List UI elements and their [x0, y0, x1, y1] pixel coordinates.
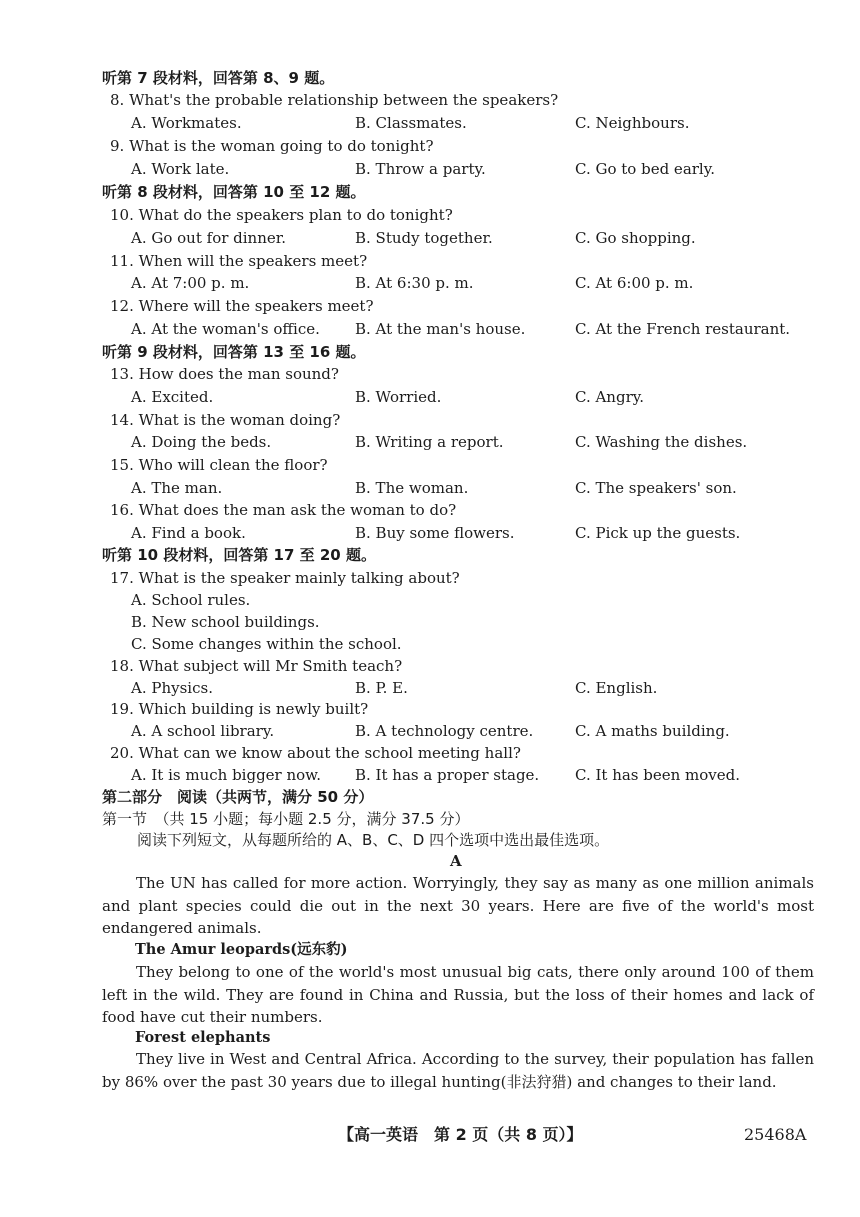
option-15a: A. The man.: [131, 479, 223, 497]
option-17c: C. Some changes within the school.: [131, 635, 402, 653]
option-12b: B. At the man's house.: [355, 320, 526, 338]
question-8: 8. What's the probable relationship between the speakers?: [110, 91, 559, 109]
option-10b: B. Study together.: [355, 229, 493, 247]
option-14c: C. Washing the dishes.: [575, 433, 748, 451]
question-13: 13. How does the man sound?: [110, 365, 339, 383]
question-12: 12. Where will the speakers meet?: [110, 297, 374, 315]
option-8c: C. Neighbours.: [575, 114, 690, 132]
question-15: 15. Who will clean the floor?: [110, 456, 328, 474]
option-9c: C. Go to bed early.: [575, 160, 715, 178]
option-20c: C. It has been moved.: [575, 766, 741, 784]
exam-code: 25468A: [744, 1125, 807, 1144]
option-8b: B. Classmates.: [355, 114, 467, 132]
subheading-amur-leopards: The Amur leopards(远东豹): [135, 941, 348, 958]
option-12c: C. At the French restaurant.: [575, 320, 791, 338]
option-11c: C. At 6:00 p. m.: [575, 274, 694, 292]
page-number-label: 【高一英语 第 2 页（共 8 页）】: [338, 1125, 583, 1144]
paragraph-forest-elephants: They live in West and Central Africa. According to the survey, their population has fallen by 86% over the past 30 years due to illegal hunting(非法狩猎) and changes to their land.: [102, 1050, 814, 1091]
option-8a: A. Workmates.: [131, 114, 242, 132]
subheading-forest-elephants: Forest elephants: [135, 1029, 271, 1046]
listening-header-9: 听第 9 段材料，回答第 13 至 16 题。: [102, 343, 366, 361]
option-13c: C. Angry.: [575, 388, 644, 406]
passage-intro: The UN has called for more action. Worryingly, they say as many as one million animals and plant species could die out in the next 30 years. Here are five of the world's most endangered animals.: [102, 874, 814, 937]
option-18c: C. English.: [575, 679, 658, 697]
option-18a: A. Physics.: [131, 679, 213, 697]
paragraph-amur-leopards: They belong to one of the world's most unusual big cats, there only around 100 of them left in the wild. They are found in China and Russia, but the loss of their homes and lack of food have cut their numbers.: [102, 963, 814, 1026]
section1-title: 第一节 （共 15 小题；每小题 2.5 分，满分 37.5 分）: [102, 810, 470, 828]
option-14a: A. Doing the beds.: [131, 433, 272, 451]
option-11b: B. At 6:30 p. m.: [355, 274, 474, 292]
listening-header-7: 听第 7 段材料，回答第 8、9 题。: [102, 69, 335, 87]
option-14b: B. Writing a report.: [355, 433, 504, 451]
part2-title: 第二部分 阅读（共两节，满分 50 分）: [102, 788, 374, 806]
passage-letter: A: [450, 852, 462, 870]
option-10a: A. Go out for dinner.: [131, 229, 287, 247]
question-11: 11. When will the speakers meet?: [110, 252, 368, 270]
option-15b: B. The woman.: [355, 479, 469, 497]
option-12a: A. At the woman's office.: [131, 320, 320, 338]
option-16a: A. Find a book.: [131, 524, 246, 542]
question-16: 16. What does the man ask the woman to do?: [110, 501, 457, 519]
option-13a: A. Excited.: [131, 388, 214, 406]
listening-header-10: 听第 10 段材料，回答第 17 至 20 题。: [102, 546, 376, 564]
question-17: 17. What is the speaker mainly talking about?: [110, 569, 460, 587]
question-20: 20. What can we know about the school meeting hall?: [110, 744, 521, 762]
question-9: 9. What is the woman going to do tonight?: [110, 137, 434, 155]
option-11a: A. At 7:00 p. m.: [131, 274, 250, 292]
question-18: 18. What subject will Mr Smith teach?: [110, 657, 403, 675]
option-9b: B. Throw a party.: [355, 160, 486, 178]
option-9a: A. Work late.: [131, 160, 230, 178]
question-10: 10. What do the speakers plan to do tonight?: [110, 206, 453, 224]
option-20b: B. It has a proper stage.: [355, 766, 540, 784]
option-17b: B. New school buildings.: [131, 613, 320, 631]
option-17a: A. School rules.: [131, 591, 251, 609]
option-16c: C. Pick up the guests.: [575, 524, 741, 542]
option-19a: A. A school library.: [131, 722, 275, 740]
option-15c: C. The speakers' son.: [575, 479, 737, 497]
option-10c: C. Go shopping.: [575, 229, 696, 247]
option-16b: B. Buy some flowers.: [355, 524, 515, 542]
option-19b: B. A technology centre.: [355, 722, 534, 740]
question-14: 14. What is the woman doing?: [110, 411, 341, 429]
option-19c: C. A maths building.: [575, 722, 730, 740]
option-20a: A. It is much bigger now.: [131, 766, 322, 784]
option-18b: B. P. E.: [355, 679, 408, 697]
option-13b: B. Worried.: [355, 388, 442, 406]
question-19: 19. Which building is newly built?: [110, 700, 369, 718]
listening-header-8: 听第 8 段材料，回答第 10 至 12 题。: [102, 183, 366, 201]
reading-instruction: 阅读下列短文，从每题所给的 A、B、C、D 四个选项中选出最佳选项。: [137, 831, 610, 849]
